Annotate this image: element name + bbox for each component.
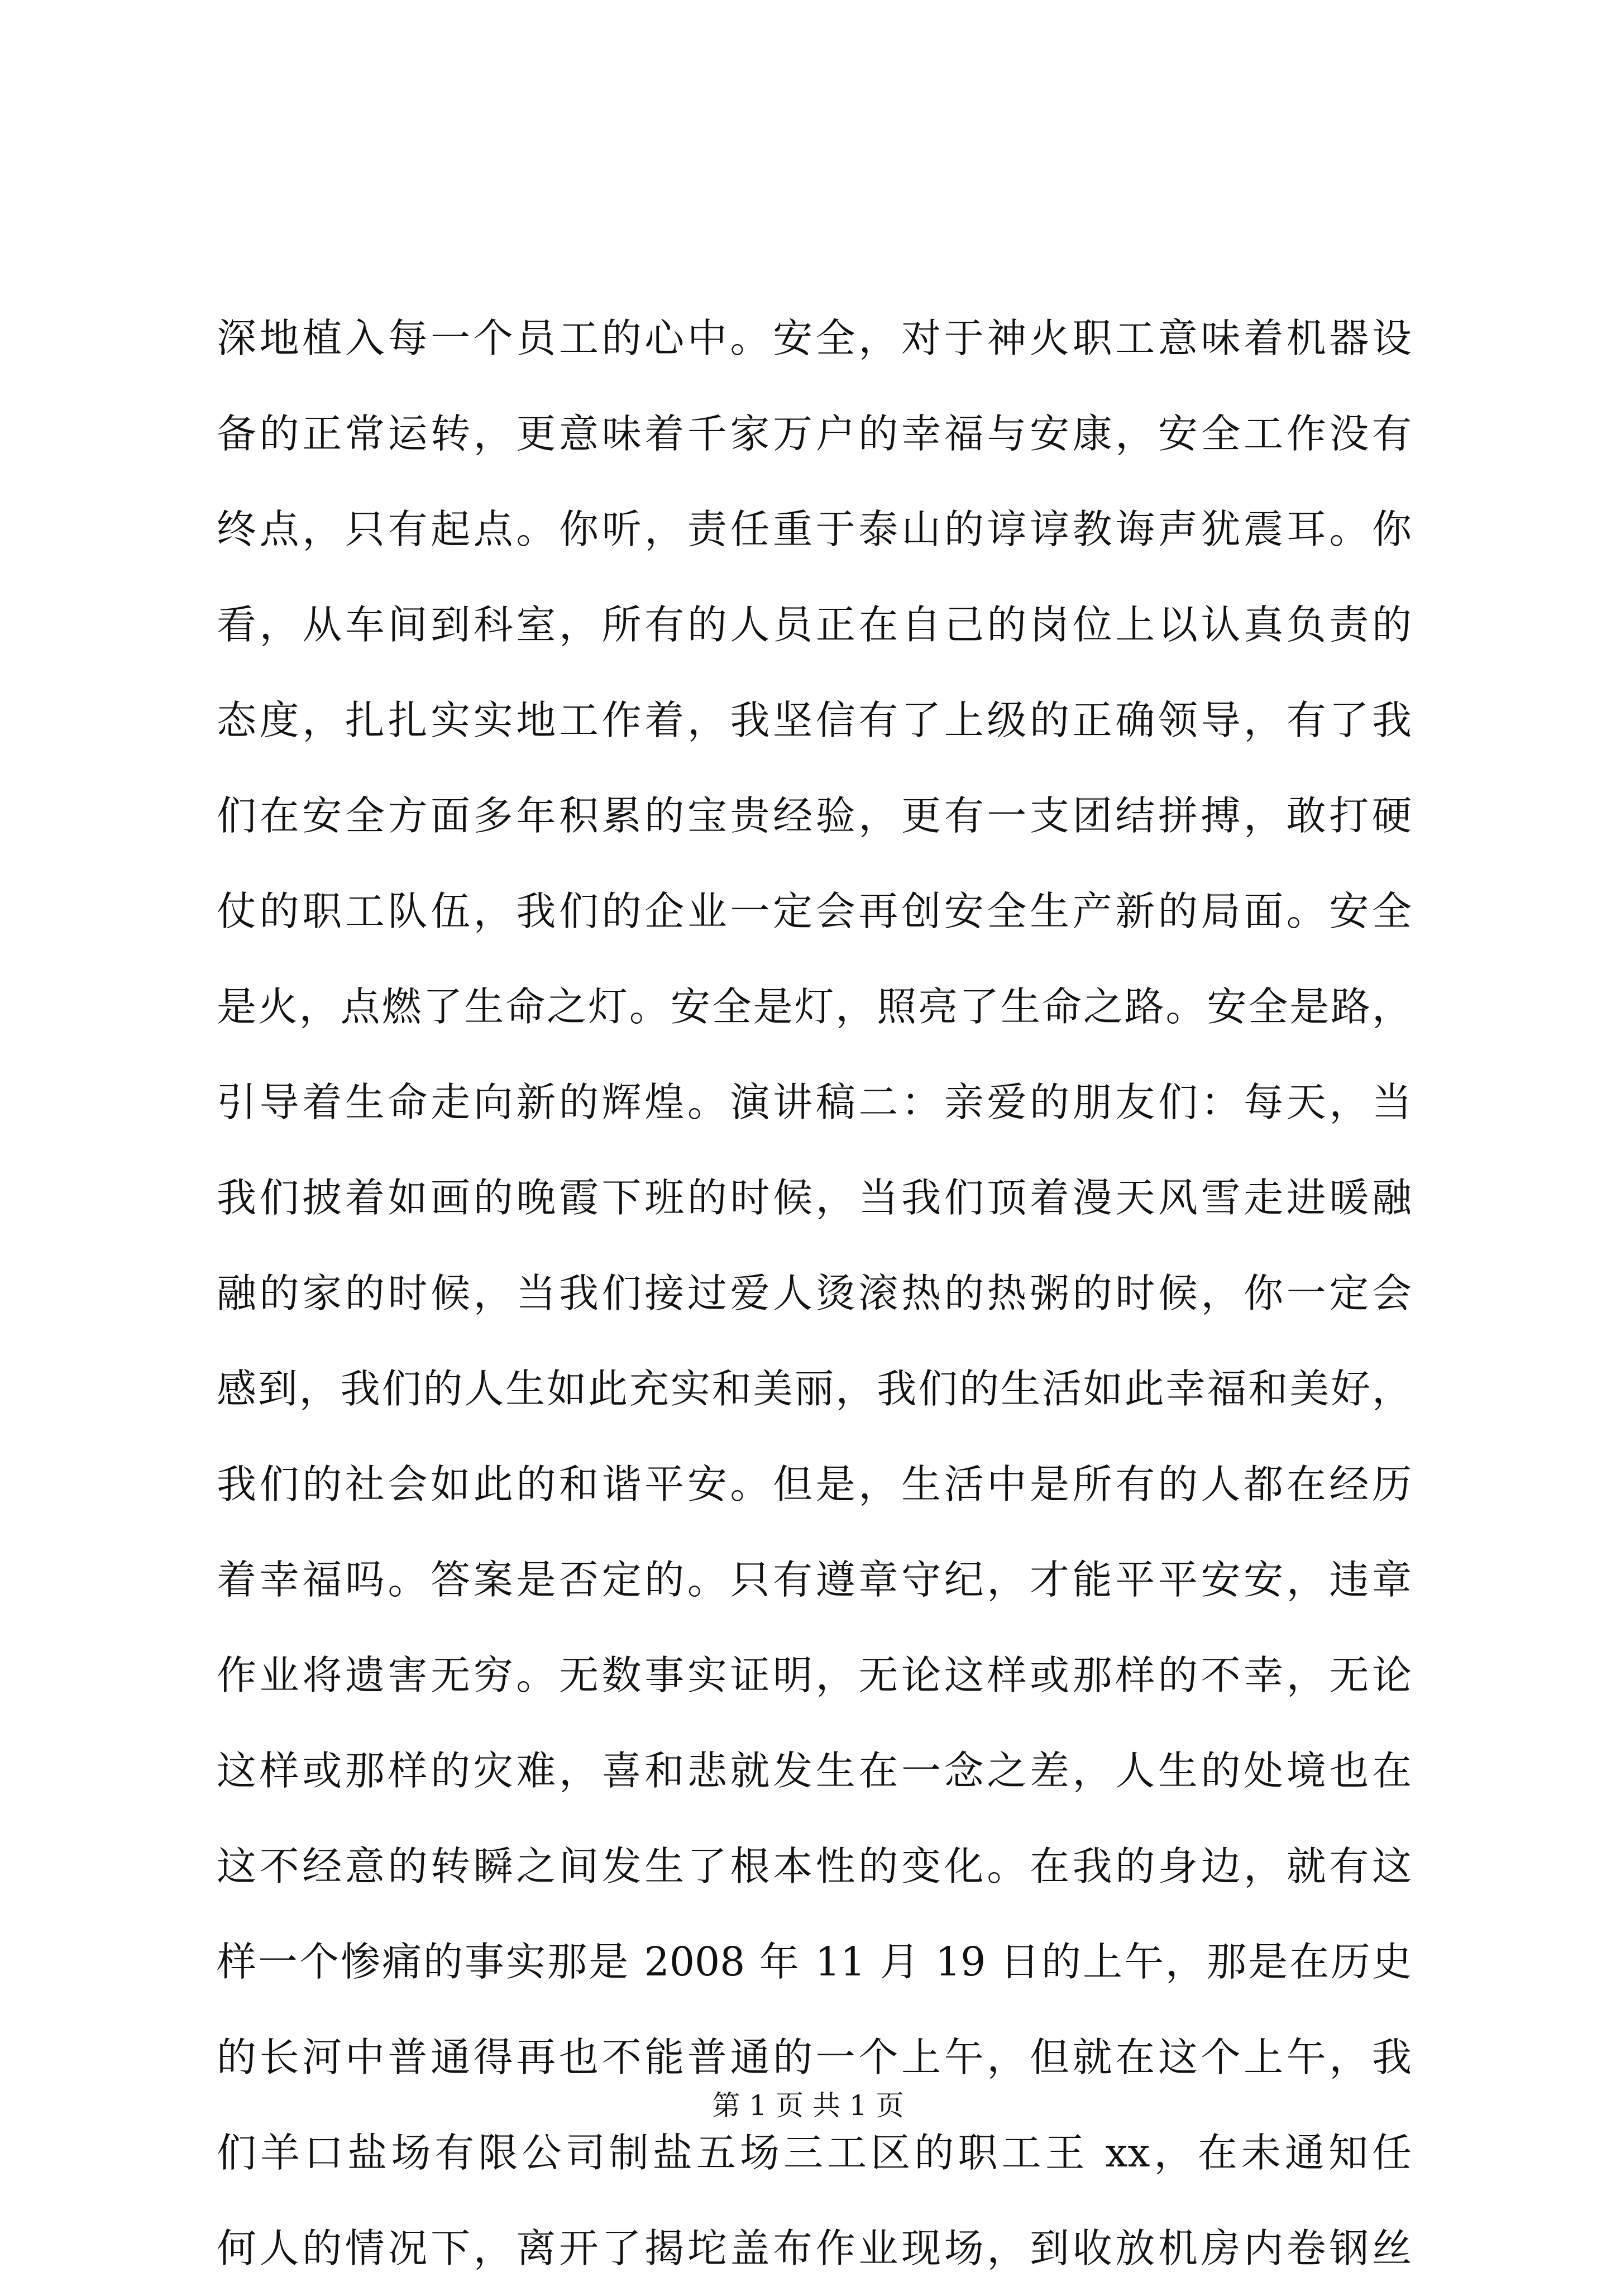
text-line: 是火，点燃了生命之灯。安全是灯，照亮了生命之路。安全是路， <box>217 984 1412 1030</box>
body-text <box>217 290 1412 2296</box>
text-line: 态度，扎扎实实地工作着，我坚信有了上级的正确领导，有了我 <box>217 697 1412 743</box>
text-line: 感到，我们的人生如此充实和美丽，我们的生活如此幸福和美好， <box>217 1366 1412 1412</box>
text-line: 融的家的时候，当我们接过爱人烫滚热的热粥的时候，你一定会 <box>217 1270 1412 1316</box>
text-line: 着幸福吗。答案是否定的。只有遵章守纪，才能平平安安，违章 <box>217 1557 1412 1603</box>
text-line: 的长河中普通得再也不能普通的一个上午，但就在这个上午，我 <box>217 2034 1412 2080</box>
text-line: 这不经意的转瞬之间发生了根本性的变化。在我的身边，就有这 <box>217 1843 1412 1889</box>
text-line: 引导着生命走向新的辉煌。演讲稿二：亲爱的朋友们：每天，当 <box>217 1079 1412 1125</box>
text-line: 们羊口盐场有限公司制盐五场三工区的职工王 xx，在未通知任 <box>217 2130 1412 2176</box>
text-line: 仗的职工队伍，我们的企业一定会再创安全生产新的局面。安全 <box>217 888 1412 934</box>
text-line: 我们披着如画的晚霞下班的时候，当我们顶着漫天风雪走进暖融 <box>217 1175 1412 1221</box>
text-line: 我们的社会如此的和谐平安。但是，生活中是所有的人都在经历 <box>217 1461 1412 1507</box>
text-line: 作业将遗害无穷。无数事实证明，无论这样或那样的不幸，无论 <box>217 1652 1412 1698</box>
page-footer: 第 1 页 共 1 页 <box>712 2089 904 2122</box>
text-line: 样一个惨痛的事实那是 2008 年 11 月 19 日的上午，那是在历史 <box>217 1939 1412 1985</box>
text-line: 备的正常运转，更意味着千家万户的幸福与安康，安全工作没有 <box>217 410 1412 457</box>
text-line: 这样或那样的灾难，喜和悲就发生在一念之差，人生的处境也在 <box>217 1748 1412 1794</box>
text-line: 何人的情况下，离开了揭坨盖布作业现场，到收放机房内卷钢丝 <box>217 2225 1412 2271</box>
text-line: 终点，只有起点。你听，责任重于泰山的谆谆教诲声犹震耳。你 <box>217 506 1412 552</box>
text-line: 们在安全方面多年积累的宝贵经验，更有一支团结拼搏，敢打硬 <box>217 793 1412 839</box>
text-line: 看，从车间到科室，所有的人员正在自己的岗位上以认真负责的 <box>217 602 1412 648</box>
text-line: 深地植入每一个员工的心中。安全，对于神火职工意味着机器设 <box>217 315 1412 361</box>
